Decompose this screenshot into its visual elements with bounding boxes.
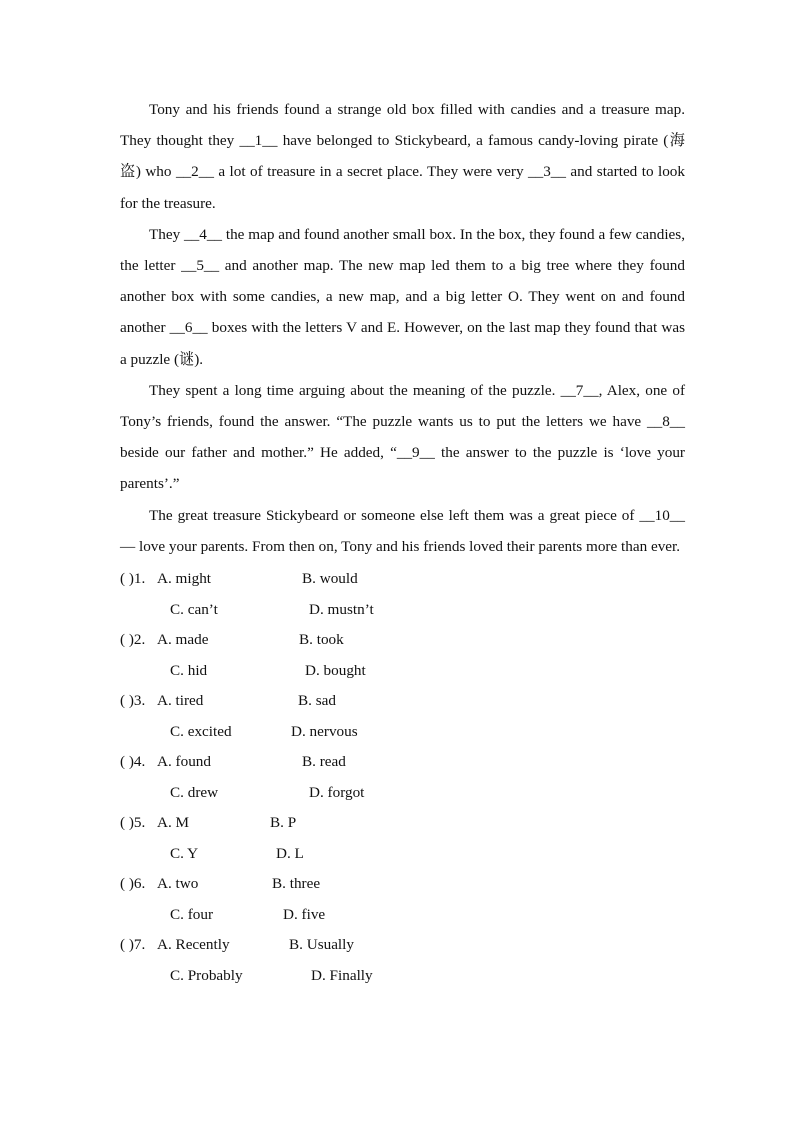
- question-7: [120, 930, 685, 991]
- passage-paragraph-4: The great treasure Stickybeard or someone else left them was a great piece of __10__ — love your parents. From then on, Tony and his friends loved their parents more than ever.: [120, 506, 685, 555]
- option-a: A. M: [157, 814, 190, 832]
- passage-paragraph-2: They __4__ the map and found another small box. In the box, they found a few candies, the letter __5__ and another map. The new map led them to a big tree where they found another box with some candies, a new map, and a big letter O. They went on and found another __6__ boxes with the letters V and E. However, on the last map they found that was a puzzle (谜).: [120, 225, 685, 368]
- option-a: A. Recently: [157, 936, 230, 954]
- option-c: C. Y: [170, 845, 199, 863]
- question-4: [120, 747, 685, 808]
- question-number: ( )3.: [120, 692, 146, 710]
- option-b: B. would: [302, 570, 358, 588]
- option-a: A. tired: [157, 692, 204, 710]
- option-b: B. sad: [298, 692, 336, 710]
- option-a: A. made: [157, 631, 209, 649]
- option-d: D. nervous: [291, 723, 358, 741]
- option-d: D. Finally: [311, 967, 373, 985]
- question-number: ( )2.: [120, 631, 146, 649]
- question-list: [120, 564, 685, 991]
- question-3: [120, 686, 685, 747]
- question-5: [120, 808, 685, 869]
- option-c: C. four: [170, 906, 214, 924]
- option-d: D. forgot: [309, 784, 365, 802]
- question-number: ( )7.: [120, 936, 146, 954]
- option-c: C. can’t: [170, 601, 218, 619]
- option-c: C. Probably: [170, 967, 243, 985]
- option-b: B. read: [302, 753, 346, 771]
- question-6: [120, 869, 685, 930]
- option-d: D. five: [283, 906, 326, 924]
- document-page: [120, 94, 685, 991]
- option-a: A. found: [157, 753, 211, 771]
- option-a: A. might: [157, 570, 212, 588]
- passage-paragraph-3: They spent a long time arguing about the meaning of the puzzle. __7__, Alex, one of Tony’s friends, found the answer. “The puzzle wants us to put the letters we have __8__ beside our father and mother.” He added, “__9__ the answer to the puzzle is ‘love your parents’.”: [120, 381, 685, 493]
- option-d: D. mustn’t: [309, 601, 374, 619]
- option-d: D. L: [276, 845, 304, 863]
- question-number: ( )6.: [120, 875, 146, 893]
- option-b: B. P: [270, 814, 297, 832]
- option-a: A. two: [157, 875, 199, 893]
- question-number: ( )4.: [120, 753, 146, 771]
- question-number: ( )5.: [120, 814, 146, 832]
- reading-passage: [120, 94, 685, 562]
- question-number: ( )1.: [120, 570, 146, 588]
- option-b: B. three: [272, 875, 321, 893]
- question-2: [120, 625, 685, 686]
- option-b: B. Usually: [289, 936, 354, 954]
- passage-paragraph-1: Tony and his friends found a strange old box filled with candies and a treasure map. They thought they __1__ have belonged to Stickybeard, a famous candy-loving pirate (海盗) who __2__ a lot of treasure in a secret place. They were very __3__ and started to look for the treasure.: [120, 101, 685, 212]
- question-1: [120, 564, 685, 625]
- option-c: C. hid: [170, 662, 208, 680]
- option-c: C. excited: [170, 723, 232, 741]
- option-b: B. took: [299, 631, 344, 649]
- option-c: C. drew: [170, 784, 219, 802]
- option-d: D. bought: [305, 662, 366, 680]
